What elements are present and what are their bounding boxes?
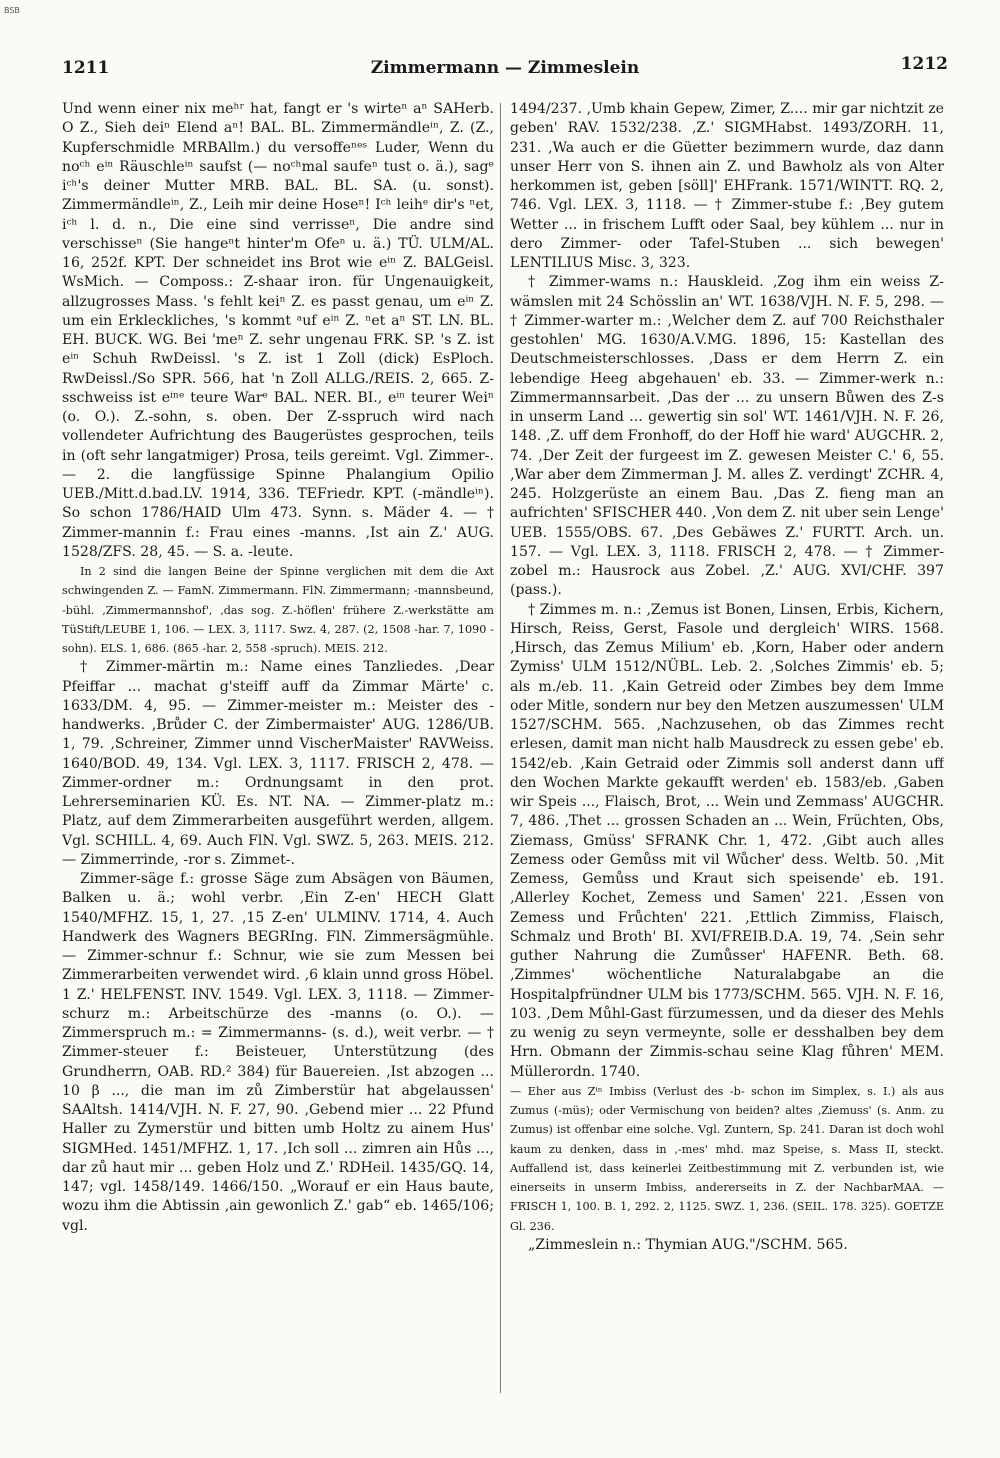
entry-zimmer-wams: † Zimmer-wams n.: Hauskleid. ‚Zog ihm ein weiss Z-wämslen mit 24 Schösslin an' WT. 1638/VJH. N. F. 5, 298. — † Zimmer-warter m.: ‚Welcher dem Z. auf 700 Reichsthaler gestohlen' MG. 1630/A.V.MG. 1896, 15: Kastellan des Deutschmeisterschlosses. ‚Dass er dem Herrn Z. ein lebendige Heeg abgehauen' eb. 33. — Zimmer-werk n.: Zimmermannsarbeit. ‚Das der ... zu unsern Bůwen des Z-s in unserm Land ... gewertig sin sol' WT. 1461/VJH. N. F. 26, 148. ‚Z. uff dem Fronhoff, do der Hoff hie ward' AUGCHR. 2, 74. ‚Der Zeit der furgeest im Z. gewesen Meister C.' 6, 55. ‚War aber dem Zimmerman J. M. alles Z. verdingt' ZCHR. 4, 245. Holzgerüste an einem Bau. ‚Das Z. fieng man an aufrichten' SFISCHER 440. ‚Von dem Z. nit uber sein Lenge' UEB. 1555/OBS. 67. ‚Des Gebäwes Z.' FURTT. Arch. un. 157. — Vgl. LEX. 3, 1118. FRISCH 2, 478. — † Zimmer-zobel m.: Hausrock aus Zobel. ‚Z.' AUG. XVI/CHF. 397 (pass.). bbox=[510, 274, 944, 599]
left-column bbox=[62, 100, 494, 1440]
entry-zimmermann-continued: Und wenn einer nix meʰʳ hat, fangt er 's wirteⁿ aⁿ SAHerb. O Z., Sieh deiⁿ Elend aⁿ! BAL. BL. Zimmermändleⁱⁿ, Z. (Z., Kupferschmidle MRBAllm.) du versoffeⁿᵉˢ Luder, Wenn du noᶜʰ eⁱⁿ Räuschleⁱⁿ saufst (— noᶜʰmal saufeⁿ tust o. ä.), sagᵉ iᶜʰ's deiner Mutter MRB. BAL. BL. SA. (u. sonst). Zimmermändleⁱⁿ, Z., Leih mir deine Hoseⁿ! Iᶜʰ leihᵉ dir's ⁿet, iᶜʰ l. d. n., Die eine sind verrisseⁿ, Die andre sind verschisseⁿ (Sie hangeⁿt hinter'm Ofeⁿ u. ä.) TÜ. ULM/AL. 16, 252f. KPT. Der schneidet ins Brot wie eⁱⁿ Z. BALGeisl. WsMich. — Composs.: Z-shaar iron. für Ungenauigkeit, allzugrosses Mass. 's fehlt keiⁿ Z. es passt genau, um eⁱⁿ Z. um ein Erkleckliches, 's kommt ᵃuf eⁱⁿ Z. ⁿet aⁿ ST. LN. BL. EH. BUCK. WG. Bei 'meⁿ Z. sehr ungenau FRK. SP. 's Z. ist eⁱⁿ Schuh RwDeissl. 's Z. ist 1 Zoll (dick) EsPloch. RwDeissl./So SPR. 566, hat 'n Zoll ALLG./REIS. 2, 665. Z-sschweiss ist eⁱⁿᵉ teure Warᵉ BAL. NER. BI., eⁱⁿ teurer Weiⁿ (o. O.). Z.-sohn, s. oben. Der Z-sspruch wird nach vollendeter Aufrichtung des Baugerüstes gesprochen, teils in (oft sehr langatmiger) Prosa, teils gereimt. Vgl. Zimmer-. — 2. die langfüssige Spinne Phalangium Opilio UEB./Mitt.d.bad.LV. 1914, 336. TEFriedr. KPT. (-mändleⁱⁿ). So schon 1786/HAID Ulm 473. Synn. s. Mäder 4. — † Zimmer-mannin f.: Frau eines -manns. ‚Ist ain Z.' AUG. 1528/ZFS. 28, 45. — S. a. -leute. bbox=[62, 101, 494, 560]
right-column bbox=[510, 100, 944, 1440]
entry-zimmer-saege: Zimmer-säge f.: grosse Säge zum Absägen von Bäumen, Balken u. ä.; wohl verbr. ‚Ein Z-en' HECH Glatt 1540/MFHZ. 15, 1, 27. ‚15 Z-en' ULMINV. 1714, 4. Auch Handwerk des Wagners BEGRIng. FlN. Zimmersägmühle. — Zimmer-schnur f.: Schnur, wie sie zum Messen bei Zimmerarbeiten verwendet wird. ‚6 klain unnd gross Höbel. 1 Z.' HELFENST. INV. 1549. Vgl. LEX. 3, 1118. — Zimmer-schurz m.: Arbeitschürze des -manns (o. O.). — Zimmerspruch m.: = Zimmermanns- (s. d.), weit verbr. — † Zimmer-steuer f.: Beisteuer, Unterstützung (des Grundherrn, OAB. RD.² 384) für Bauereien. ‚Ist abzogen ... 10 β ..., die man im zů Zimberstür hat abgelaussen' SAAltsh. 1414/VJH. N. F. 27, 90. ‚Gebend mier ... 22 Pfund Haller zu Zymerstür und bitten umb Holtz zu ainem Hus' SIGMHed. 1451/MFHZ. 1, 17. ‚Ich soll ... zimren ain Hůs ..., dar zů haut mir ... geben Holz und Z.' RDHeil. 1435/GQ. 14, 147; vgl. 1458/149. 1466/150. „Worauf er ein Haus baute, wozu ihm die Abtissin ‚ain gewonlich Z.' gab“ eb. 1465/106; vgl. bbox=[62, 871, 494, 1234]
library-stamp: BSB bbox=[4, 6, 20, 15]
running-header bbox=[62, 54, 948, 88]
entry-zimmes-notes: — Eher aus Zⁱⁿ Imbiss (Verlust des -b- schon im Simplex, s. I.) als aus Zumus (-müs); oder Vermischung von beiden? altes ‚Ziemuss' (s. Anm. zu Zumus) ist offenbar eine solche. Vgl. Zuntern, Sp. 241. Daran ist doch wohl kaum zu denken, dass in ‚-mes' mhd. maz Speise, s. Mass II, steckt. Auffallend ist, dass keinerlei Zeitbestimmung mit Z. verbunden ist, wie einerseits in unserm Imbiss, andererseits in Z. der NachbarMAA. — FRISCH 1, 100. B. 1, 292. 2, 1125. SWZ. 1, 236. (SEIL. 178. 325). GOETZE Gl. 236. bbox=[510, 1084, 944, 1233]
entry-zimmeslein: „Zimmeslein n.: Thymian AUG."/SCHM. 565. bbox=[528, 1236, 848, 1253]
entry-zimmermann-notes: In 2 sind die langen Beine der Spinne verglichen mit dem die Axt schwingenden Z. — FamN. Zimmermann. FlN. Zimmermann; -mannsbeund, -bühl. ‚Zimmermannshof', ‚das sog. Z.-höflen' frühere Z.-werkstätte am TüStift/LEUBE 1, 106. — LEX. 3, 1117. Swz. 4, 287. (2, 1508 -har. 7, 1090 -sohn). ELS. 1, 686. (865 -har. 2, 558 -spruch). MEIS. 212. bbox=[62, 565, 494, 655]
page-number-right: 1212 bbox=[900, 54, 948, 74]
page-title: Zimmermann — Zimmeslein bbox=[370, 58, 640, 78]
entry-zimmes: † Zimmes m. n.: ‚Zemus ist Bonen, Linsen, Erbis, Kichern, Hirsch, Reiss, Gerst, Fasole und dergleich' WIRS. 1568. ‚Hirsch, das Zemus Milium' eb. ‚Korn, Haber oder andern Zymiss' ULM 1512/NÜBL. Leb. 2. ‚Solches Zimmis' eb. 5; als m./eb. 11. ‚Kain Getreid oder Zimbes bey dem Imme oder Mitle, sondern nur bey den Metzen auszumessen' ULM 1527/SCHM. 565. ‚Nachzusehen, ob das Zimmes recht erlesen, damit man nicht halb Mausdreck zu essen gebe' eb. 1542/eb. ‚Kain Getraid oder Zimmis soll anderst dann uff den Wochen Markte gekaufft werden' eb. 1583/eb. ‚Gaben wir Speis ..., Flaisch, Brot, ... Wein und Zemmass' AUGCHR. 7, 486. ‚Thet ... grossen Schaden an ... Wein, Früchten, Obs, Ziemass, Gmüss' SFRANK Chr. 1, 472. ‚Gibt auch alles Zemess oder Gemůss mit vil Wůcher' dess. Weltb. 50. ‚Mit Zemess, Gemůss und Kraut sich speisende' eb. 191. ‚Allerley Kochet, Zemess und Samen' 221. ‚Essen von Zemess und Frůchten' 221. ‚Ettlich Zimmiss, Flaisch, Schmalz und Broth' BI. XVI/FREIB.D.A. 19, 74. ‚Sein sehr guther Nahrung die Zumůsser' HAFENR. Beth. 68. ‚Zimmes' wöchentliche Naturalabgabe an die Hospitalpfründner ULM bis 1773/SCHM. 565. VJH. N. F. 16, 103. ‚Dem Můhl-Gast fürzumessen, und da dieser des Mehls zu wenig zu seyn vermeynte, solle er desshalben bey dem Hrn. Obmann der Zimmis-schau seine Klag fůhren' MEM. Müllerordn. 1740. bbox=[510, 601, 944, 1080]
page-number-left: 1211 bbox=[62, 58, 110, 78]
column-divider bbox=[500, 103, 501, 1393]
entry-zimmer-maertin: † Zimmer-märtin m.: Name eines Tanzliedes. ‚Dear Pfeiffar ... machat g'steiff auff da Zimmar Märte' c. 1633/DM. 4, 95. — Zimmer-meister m.: Meister des -handwerks. ‚Brůder C. der Zimbermaister' AUG. 1286/UB. 1, 79. ‚Schreiner, Zimmer unnd VischerMaister' RAVWeiss. 1640/BOD. 49, 134. Vgl. LEX. 3, 1117. FRISCH 2, 478. — Zimmer-ordner m.: Ordnungsamt in den prot. Lehrerseminarien KÜ. Es. NT. NA. — Zimmer-platz m.: Platz, auf dem Zimmerarbeiten ausgeführt werden, allgem. Vgl. SCHILL. 4, 69. Auch FlN. Vgl. SWZ. 5, 263. MEIS. 212. — Zimmerrinde, -ror s. Zimmet-. bbox=[62, 659, 494, 868]
entry-zimmersteuer-continued: 1494/237. ‚Umb khain Gepew, Zimer, Z.... mir gar nichtzit ze geben' RAV. 1532/238. ‚Z.' SIGMHabst. 1493/ZORH. 11, 231. ‚Wa auch er die Güetter bezimmern wurde, daz dann unser Herr von S. ihnen ain Z. und Bawholz als von Alter herkommen ist, geben [söll]' EHFrank. 1571/WINTT. RQ. 2, 746. Vgl. LEX. 3, 1118. — † Zimmer-stube f.: ‚Bey gutem Wetter ... in frischem Lufft oder Saal, bey kühlem ... nur in dero Zimmer- oder Tafel-Stuben ... sich bewegen' LENTILIUS Misc. 3, 323. bbox=[510, 101, 944, 271]
